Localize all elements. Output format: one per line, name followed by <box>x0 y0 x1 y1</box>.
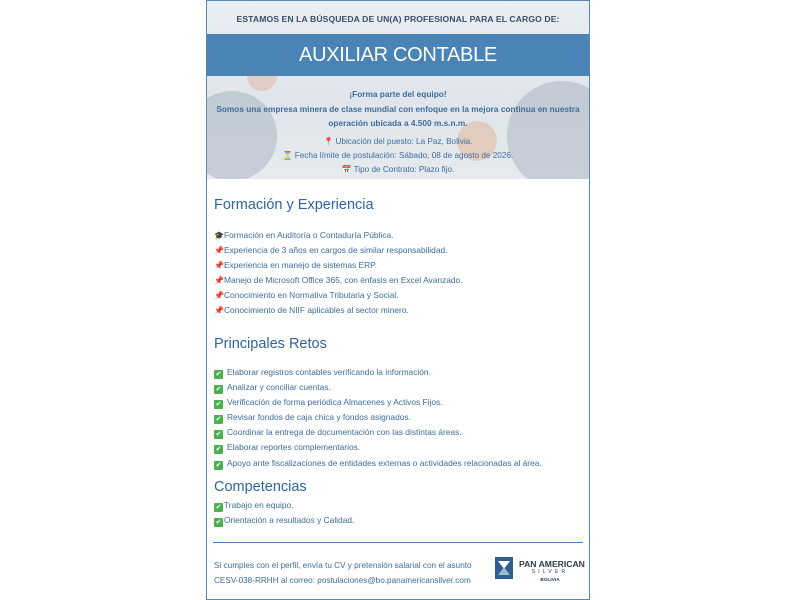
intro-text <box>215 87 581 131</box>
location-text: Ubicación del puesto: La Paz, Bolivia. <box>335 137 473 146</box>
footer-line-2: CESV-038-RRHH al correo: postulaciones@bo.panamericansilver.com <box>214 576 471 585</box>
list-item: ✔ Trabajo en equipo. <box>215 500 294 511</box>
list-item: ✔ Verificación de forma periódica Almacenes y Activos Fijos. <box>215 397 443 409</box>
formacion-list <box>214 228 463 319</box>
intro-line-1: ¡Forma parte del equipo! <box>349 89 447 99</box>
application-instructions <box>214 558 486 588</box>
list-item: 📌Manejo de Microsoft Office 365, con énfasis en Excel Avanzado. <box>214 273 463 288</box>
formacion-title: Formación y Experiencia <box>214 197 374 213</box>
location-pin-icon: 📍 <box>323 137 334 146</box>
list-item: ✔ Analizar y conciliar cuentas. <box>215 382 331 394</box>
logo-country: BOLIVIA <box>540 578 560 583</box>
list-item: 📌Experiencia en manejo de sistemas ERP. <box>214 258 463 273</box>
list-item: ✔ Apoyo ante fiscalizaciones de entidades externas o actividades relacionadas al área. <box>215 457 542 469</box>
logo-sub: SILVER <box>531 569 569 575</box>
list-item: ✔ Coordinar la entrega de documentación con las distintas áreas. <box>215 427 462 439</box>
intro-line-2: Somos una empresa minera de clase mundial con enfoque en la mejora continua en nuestra operación ubicada a 4.500 m.s.n.m. <box>216 103 580 128</box>
pretitle: ESTAMOS EN LA BÚSQUEDA DE UN(A) PROFESIONAL PARA EL CARGO DE: <box>236 14 560 24</box>
deadline-text: Fecha límite de postulación: Sábado, 08 de agosto de 2026. <box>294 151 514 160</box>
competencias-list <box>214 498 354 528</box>
check-icon: ✔ <box>215 519 222 527</box>
pan-american-silver-logo-icon <box>495 557 515 581</box>
contract-text: Tipo de Contrato: Plazo fijo. <box>353 165 455 174</box>
pushpin-icon: 📌 <box>214 291 224 301</box>
check-icon: ✔ <box>215 416 222 424</box>
graduation-cap-icon: 🎓 <box>214 231 224 240</box>
list-item: ✔ Elaborar reportes complementarios. <box>215 442 361 454</box>
retos-title: Principales Retos <box>214 336 327 352</box>
check-icon: ✔ <box>215 431 222 439</box>
list-item: 📌Conocimiento en Normativa Tributaria y Social. <box>214 288 463 303</box>
contract-row <box>215 163 581 177</box>
list-item: 🎓Formación en Auditoría o Contaduría Pública. <box>214 228 463 243</box>
check-icon: ✔ <box>215 371 222 378</box>
job-title-band <box>207 34 589 76</box>
pushpin-icon: 📌 <box>214 246 224 256</box>
company-logo <box>495 555 585 589</box>
check-icon: ✔ <box>215 461 222 469</box>
job-title: AUXILIAR CONTABLE <box>299 44 497 66</box>
check-icon: ✔ <box>215 446 222 454</box>
location-row <box>215 135 581 149</box>
list-item: ✔ Orientación a resultados y Calidad. <box>215 515 355 527</box>
check-icon: ✔ <box>215 386 222 394</box>
pushpin-icon: 📌 <box>214 261 224 271</box>
job-poster <box>206 0 590 600</box>
check-icon: ✔ <box>215 401 222 409</box>
list-item: ✔ Revisar fondos de caja chica y fondos asignados. <box>215 412 411 424</box>
deadline-row <box>215 149 581 163</box>
list-item: 📌Conocimiento de NIIF aplicables al sector minero. <box>214 303 463 318</box>
job-meta <box>215 135 581 177</box>
calendar-icon: 📅 <box>341 165 352 174</box>
list-item: ✔ Elaborar registros contables verificando la información. <box>215 367 431 378</box>
check-icon: ✔ <box>215 504 222 511</box>
hourglass-icon: ⏳ <box>282 151 293 160</box>
pushpin-icon: 📌 <box>214 276 224 286</box>
list-item: 📌Experiencia de 3 años en cargos de similar responsabilidad. <box>214 243 463 258</box>
footer-line-1: Si cumples con el perfil, envía tu CV y pretensión salarial con el asunto <box>214 561 472 570</box>
retos-list <box>214 365 542 471</box>
logo-name: PAN AMERICAN <box>519 559 585 569</box>
hero-banner <box>207 1 589 179</box>
footer-divider <box>213 542 583 543</box>
pushpin-icon: 📌 <box>214 306 224 316</box>
competencias-title: Competencias <box>214 479 307 495</box>
